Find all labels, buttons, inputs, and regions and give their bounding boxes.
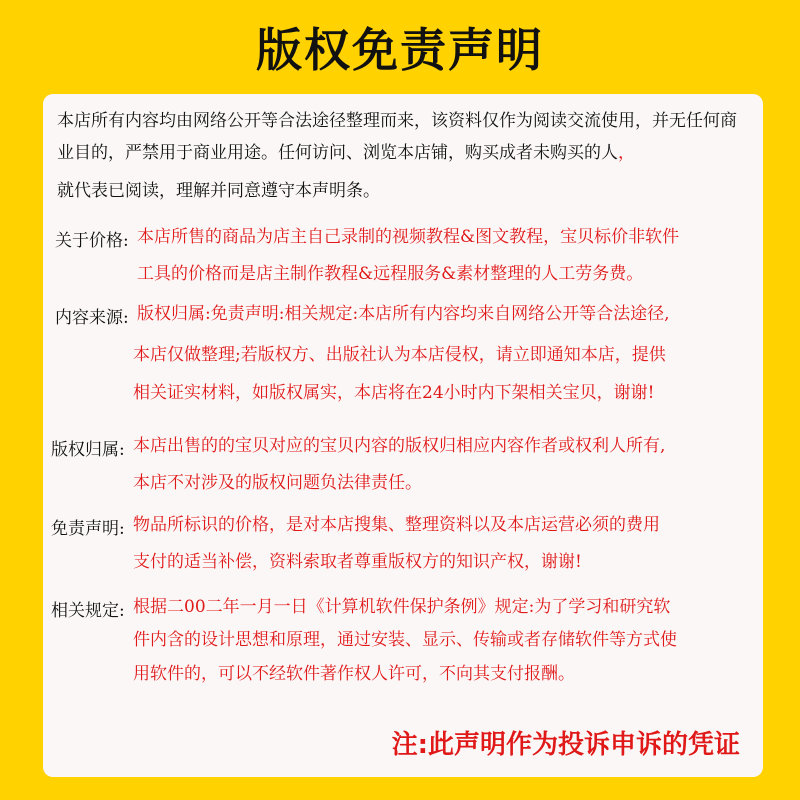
intro-paragraph <box>57 105 747 207</box>
section-label: 内容来源: <box>55 308 129 328</box>
section-line: 版权归属:免责声明:相关规定:本店所有内容均来自网络公开等合法途径, <box>137 304 670 324</box>
section-line: 本店所售的商品为店主自己录制的视频教程&图文教程，宝贝标价非软件 <box>137 227 680 247</box>
intro-line3: 就代表已阅读，理解并同意遵守本声明条。 <box>57 181 380 201</box>
section-line: 支付的适当补偿，资料索取者尊重版权方的知识产权，谢谢! <box>133 552 582 572</box>
intro-comma: ， <box>618 143 635 163</box>
section-label: 关于价格: <box>55 231 129 251</box>
section-line: 本店仅做整理;若版权方、出版社认为本店侵权，请立即通知本店，提供 <box>133 345 666 365</box>
page-title: 版权免责声明 <box>256 23 544 77</box>
section-line: 用软件的，可以不经软件著作权人许可，不向其支付报酬。 <box>133 664 575 684</box>
section-line: 本店出售的的宝贝对应的宝贝内容的版权归相应内容作者或权利人所有, <box>133 436 666 456</box>
section-line: 本店不对涉及的版权问题负法律责任。 <box>133 473 422 493</box>
intro-text: 本店所有内容均由网络公开等合法途径整理而来，该资料仅作为阅读交流使用，并无任何商业目的，严禁用于商业用途。任何访问、浏览本店铺，购买成者未购买的人 <box>57 111 737 163</box>
section-label: 免责声明: <box>51 519 125 539</box>
section-line: 根据二00二年一月一日《计算机软件保护条例》规定:为了学习和研究软 <box>133 597 671 617</box>
section-line: 物品所标识的价格，是对本店搜集、整理资料以及本店运营必须的费用 <box>133 515 660 535</box>
footer-note: 注:此声明作为投诉申诉的凭证 <box>391 730 740 760</box>
section-line: 件内含的设计思想和原理，通过安装、显示、传输或者存储软件等方式使 <box>133 630 677 650</box>
section-line: 相关证实材料，如版权属实，本店将在24小时内下架相关宝贝，谢谢! <box>133 383 655 403</box>
section-label: 版权归属: <box>51 440 125 460</box>
section-line: 工具的价格而是店主制作教程&远程服务&素材整理的人工劳务费。 <box>137 264 644 284</box>
section-label: 相关规定: <box>51 601 125 621</box>
